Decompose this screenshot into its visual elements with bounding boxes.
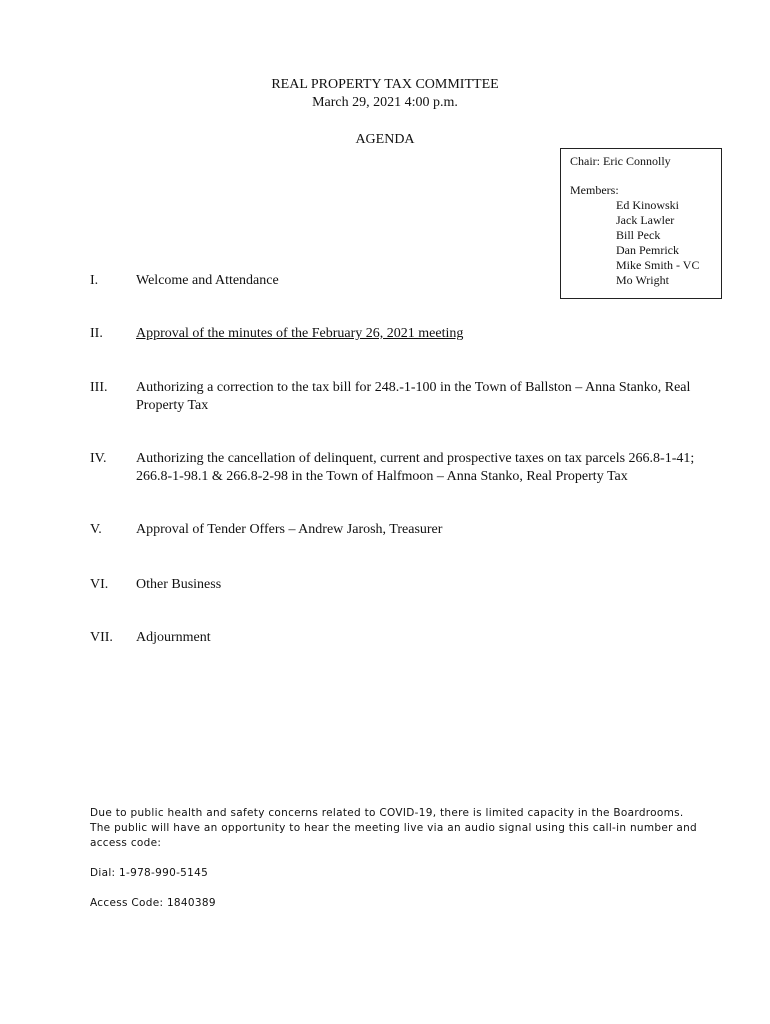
agenda-item-number: III. <box>90 380 108 395</box>
access-code: Access Code: 1840389 <box>90 897 216 909</box>
dial-in-number: Dial: 1-978-990-5145 <box>90 867 209 879</box>
document-title: REAL PROPERTY TAX COMMITTEE <box>271 77 499 92</box>
agenda-item-text: Authorizing the cancellation of delinquent, current and prospective taxes on tax parcels 266.8-1-41; 266.8-1-98.1 & 266.8-2-98 in the Town of Halfmoon – Anna Stanko, Real Property Tax <box>136 451 695 484</box>
agenda-item-text: Approval of Tender Offers – Andrew Jarosh, Treasurer <box>136 522 443 537</box>
agenda-item-text: Adjournment <box>136 630 211 645</box>
agenda-item-number: V. <box>90 522 102 537</box>
agenda-heading: AGENDA <box>355 132 415 147</box>
members-label: Members: <box>570 183 619 197</box>
committee-member: Dan Pemrick <box>616 243 679 257</box>
agenda-item-text: Authorizing a correction to the tax bill for 248.-1-100 in the Town of Ballston – Anna Stanko, Real Property Tax <box>136 380 691 413</box>
agenda-item-text: Welcome and Attendance <box>136 273 279 288</box>
agenda-item-text: Approval of the minutes of the February 26, 2021 meeting <box>136 326 464 341</box>
agenda-item-text: Other Business <box>136 577 222 592</box>
agenda-item-number: VII. <box>90 630 113 645</box>
committee-member: Mike Smith - VC <box>616 258 700 272</box>
committee-chair: Chair: Eric Connolly <box>570 154 671 168</box>
agenda-item-number: I. <box>90 273 99 288</box>
committee-member: Bill Peck <box>616 228 661 242</box>
committee-member: Ed Kinowski <box>616 198 679 212</box>
agenda-item-number: II. <box>90 326 103 341</box>
meeting-date: March 29, 2021 4:00 p.m. <box>312 95 458 110</box>
committee-member: Jack Lawler <box>616 213 675 227</box>
covid-notice: Due to public health and safety concerns related to COVID-19, there is limited capacity in the Boardrooms. The public will have an opportunity to hear the meeting live via an audio signal using this call-in number and access code: <box>90 807 698 849</box>
agenda-item-number: VI. <box>90 577 109 592</box>
agenda-item-number: IV. <box>90 451 107 466</box>
committee-member: Mo Wright <box>616 273 669 287</box>
